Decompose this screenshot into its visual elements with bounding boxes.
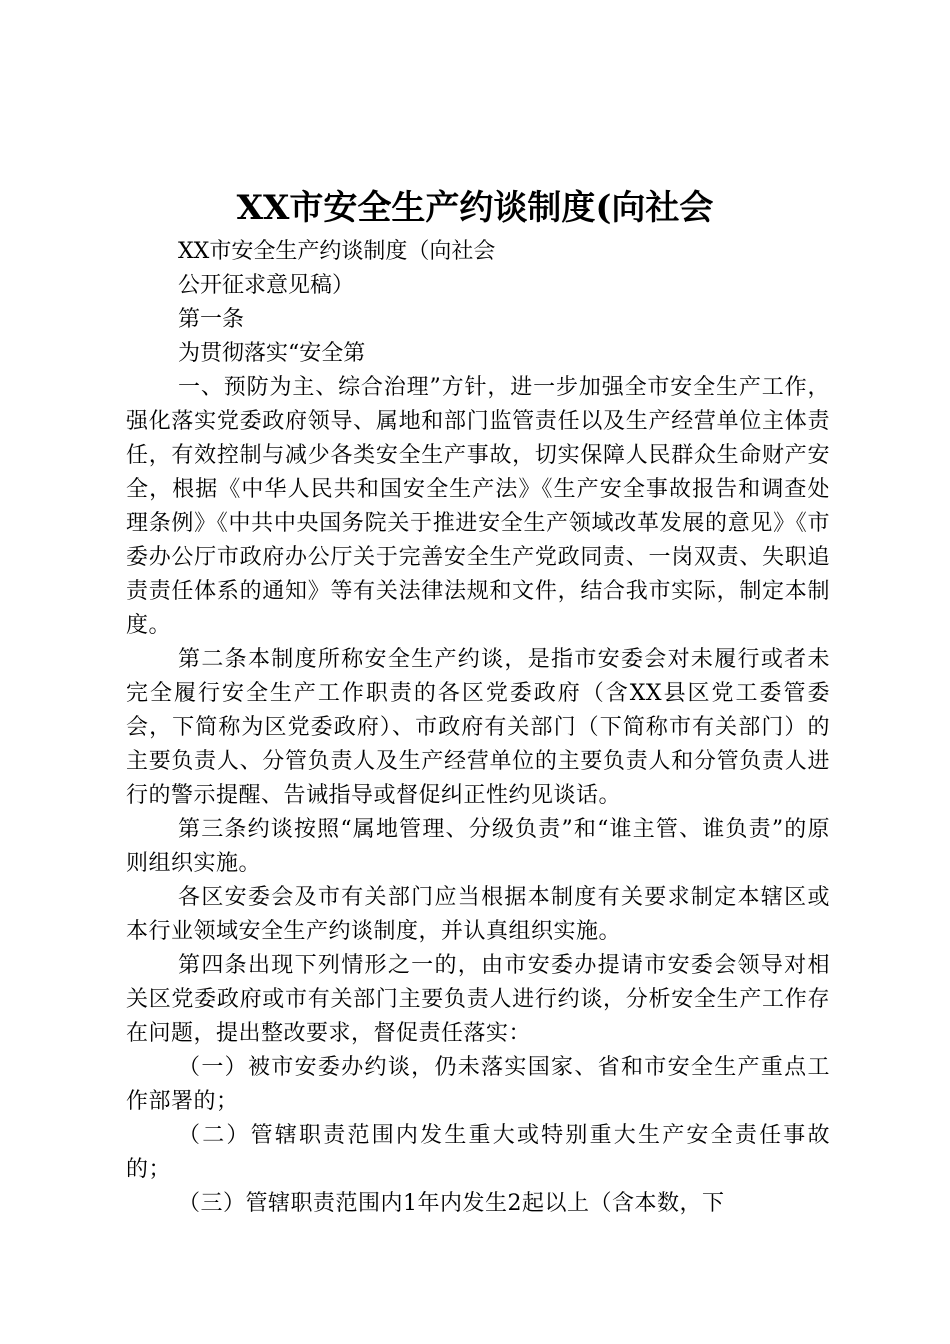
heading-line: 第一条 (178, 307, 245, 332)
body-paragraph: 一、预防为主、综合治理”方针，进一步加强全市安全生产工作，强化落实党委政府领导、属地和部门监管责任以及生产经营单位主体责任，有效控制与减少各类安全生产事故，切实保障人民群众生命财产安全，根据《中华人民共和国安全生产法》《生产安全事故报告和调查处理条例》《中共中央国务院关于推进安全生产领域改革发展的意见》《市委办公厅市政府办公厅关于完善安全生产党政同责、一岗双责、失职追责责任体系的通知》等有关法律法规和文件，结合我市实际，制定本制度。 (126, 375, 830, 638)
heading-line: XX市安全生产约谈制度（向社会 (178, 239, 496, 264)
document-body (126, 235, 830, 1221)
body-paragraph: （三）管辖职责范围内1年内发生2起以上（含本数，下 (178, 1191, 725, 1216)
body-paragraph: （一）被市安委办约谈，仍未落实国家、省和市安全生产重点工作部署的； (126, 1055, 830, 1114)
heading-line: 为贯彻落实“安全第 (178, 341, 366, 366)
body-paragraph: 第三条约谈按照“属地管理、分级负责”和“谁主管、谁负责”的原则组织实施。 (126, 817, 830, 876)
document-title: XX市安全生产约谈制度(向社会 (236, 188, 714, 228)
body-paragraph: 第四条出现下列情形之一的，由市安委办提请市安委会领导对相关区党委政府或市有关部门主要负责人进行约谈，分析安全生产工作存在问题，提出整改要求，督促责任落实： (126, 953, 830, 1046)
body-paragraph: 各区安委会及市有关部门应当根据本制度有关要求制定本辖区或本行业领域安全生产约谈制度，并认真组织实施。 (126, 885, 830, 944)
heading-line: 公开征求意见稿） (178, 273, 355, 298)
body-paragraph: （二）管辖职责范围内发生重大或特别重大生产安全责任事故的； (126, 1123, 830, 1182)
body-paragraph: 第二条本制度所称安全生产约谈，是指市安委会对未履行或者未完全履行安全生产工作职责的各区党委政府（含XX县区党工委管委会，下简称为区党委政府）、市政府有关部门（下简称市有关部门）的主要负责人、分管负责人及生产经营单位的主要负责人和分管负责人进行的警示提醒、告诫指导或督促纠正性约见谈话。 (126, 647, 830, 808)
